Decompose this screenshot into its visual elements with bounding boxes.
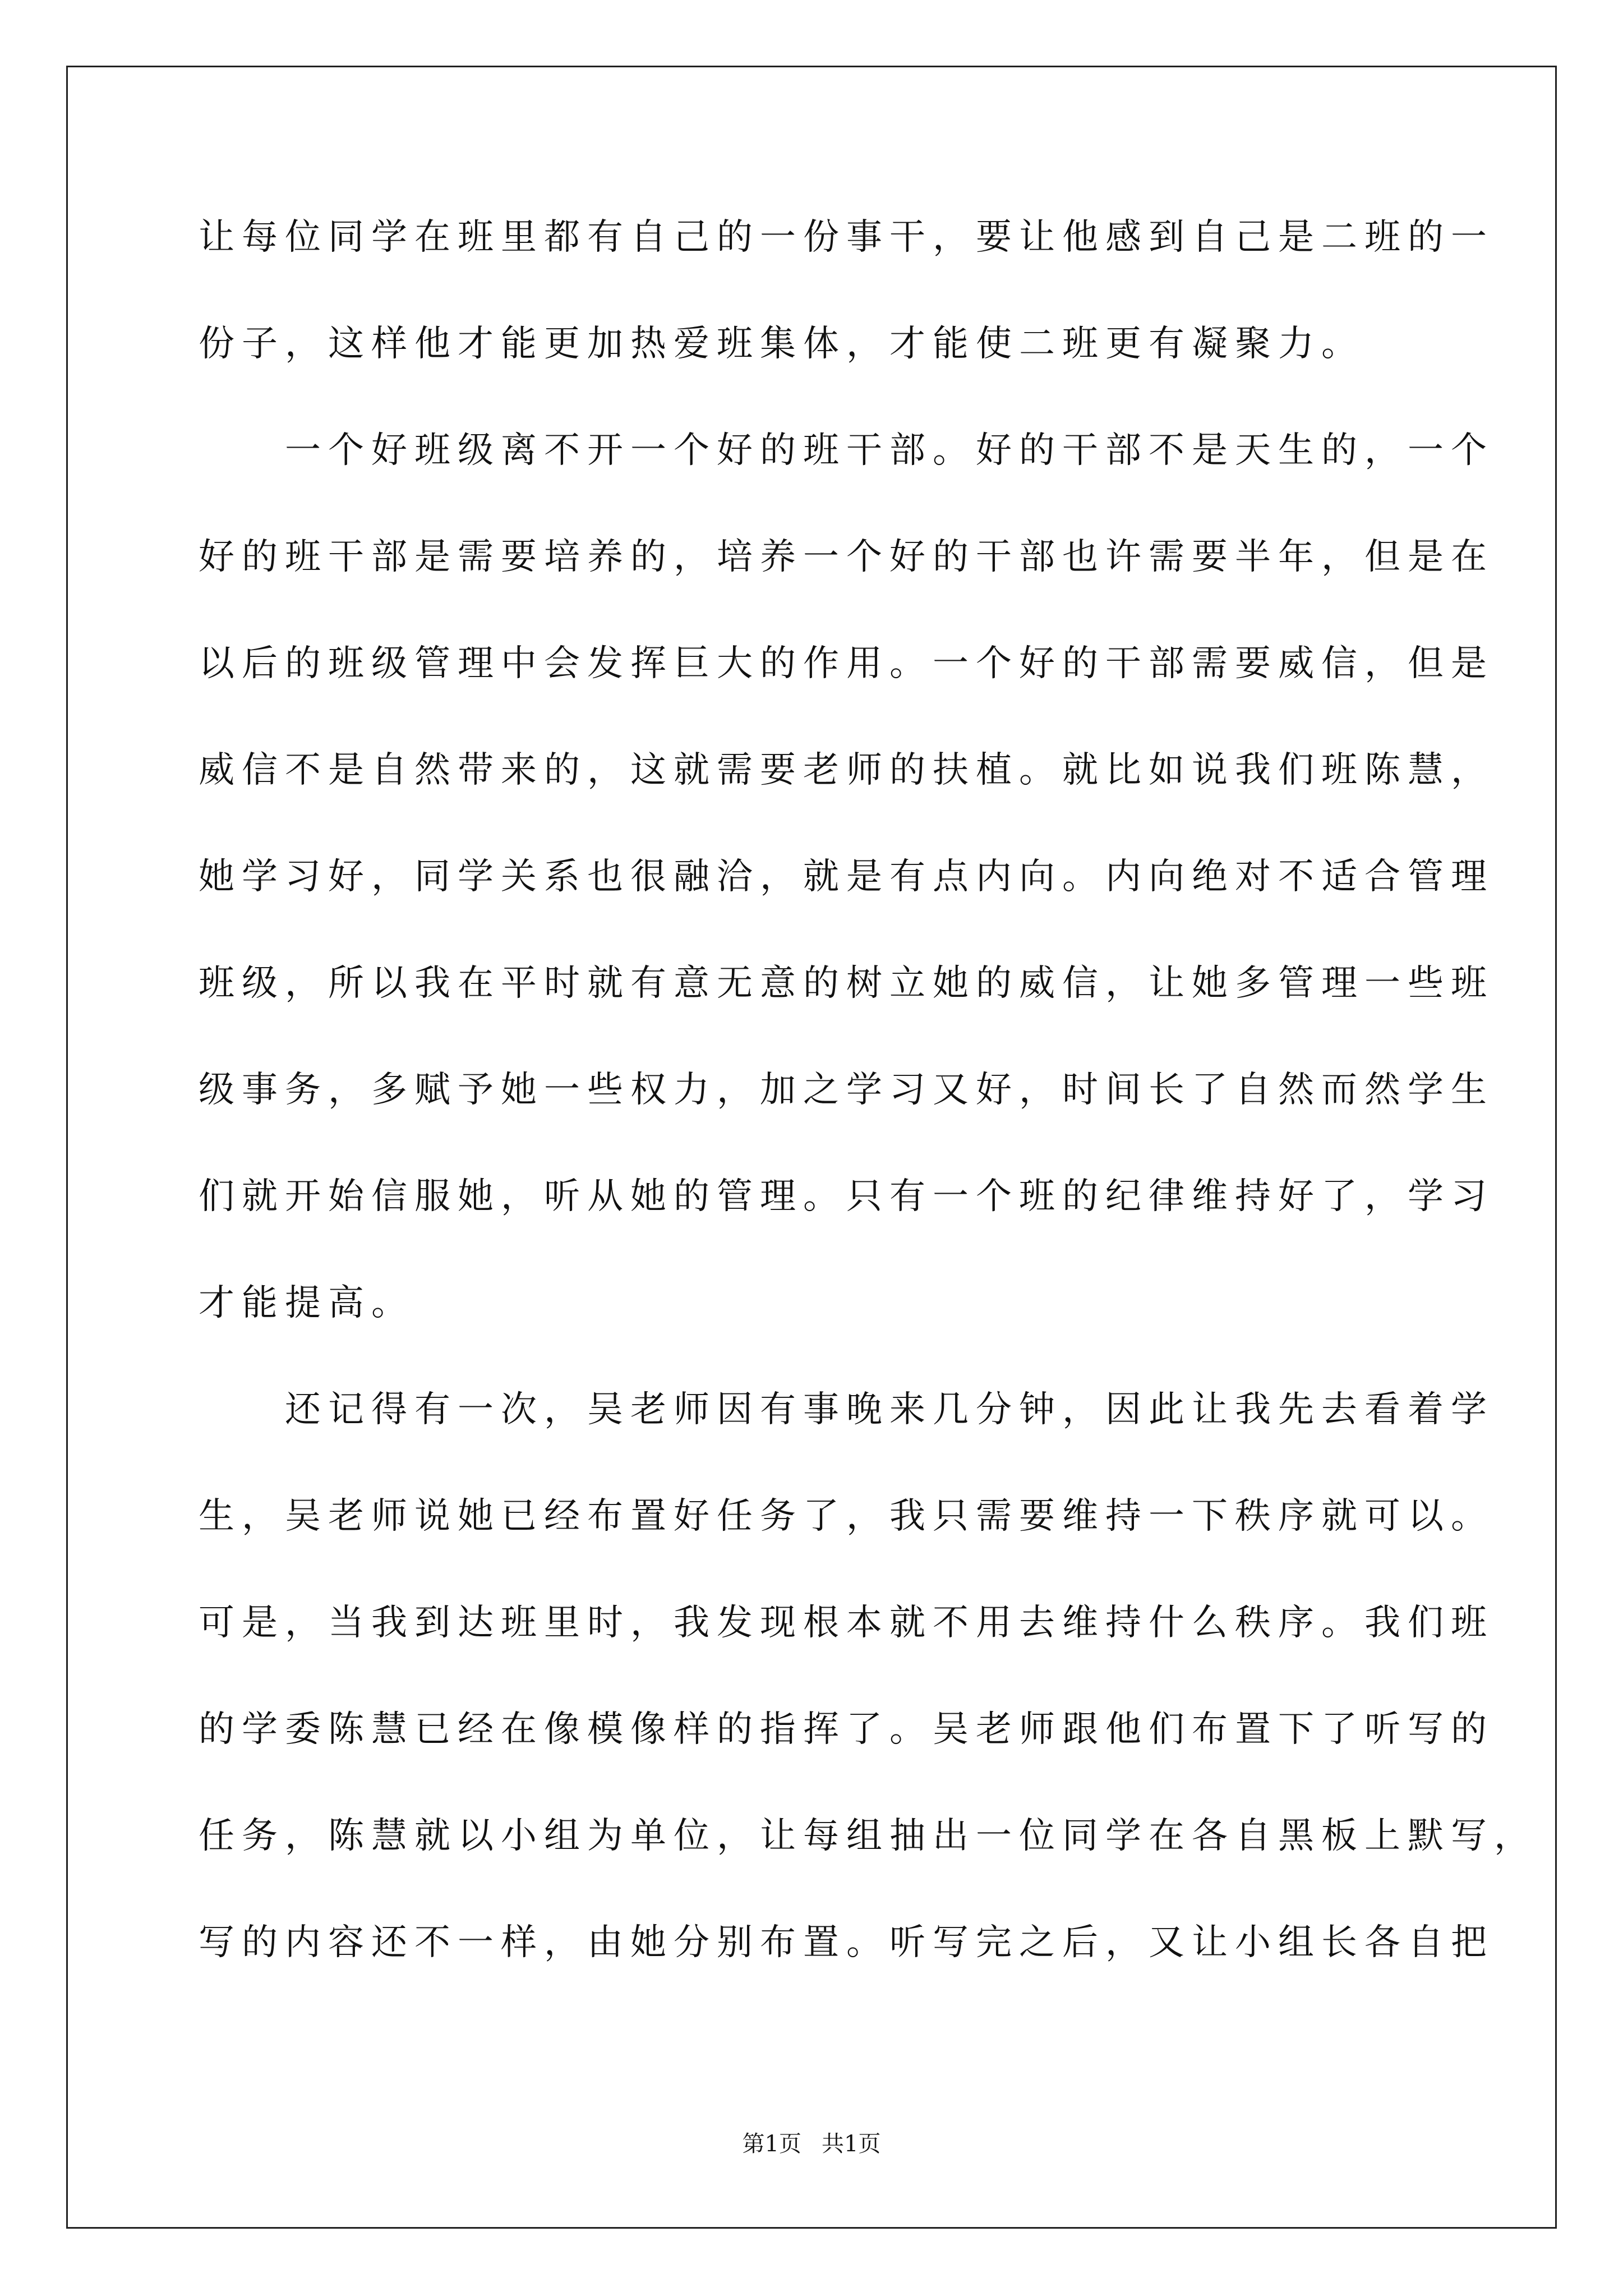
text-line: 一个好班级离不开一个好的班干部。好的干部不是天生的，一个 bbox=[199, 430, 1494, 471]
text-line: 以后的班级管理中会发挥巨大的作用。一个好的干部需要威信，但是 bbox=[199, 643, 1494, 684]
text-line: 让每位同学在班里都有自己的一份事干，要让他感到自己是二班的一 bbox=[199, 217, 1494, 258]
page-footer bbox=[0, 2126, 1623, 2158]
text-line: 班级，所以我在平时就有意无意的树立她的威信，让她多管理一些班 bbox=[199, 963, 1494, 1004]
text-line: 任务，陈慧就以小组为单位，让每组抽出一位同学在各自黑板上默写， bbox=[199, 1815, 1537, 1857]
text-line: 她学习好，同学关系也很融洽，就是有点内向。内向绝对不适合管理 bbox=[199, 856, 1494, 898]
text-line: 还记得有一次，吴老师因有事晚来几分钟，因此让我先去看着学 bbox=[199, 1389, 1494, 1430]
document-body bbox=[199, 184, 1537, 1996]
text-line: 的学委陈慧已经在像模像样的指挥了。吴老师跟他们布置下了听写的 bbox=[199, 1709, 1494, 1750]
text-line: 好的班干部是需要培养的，培养一个好的干部也许需要半年，但是在 bbox=[199, 536, 1494, 578]
text-line: 生，吴老师说她已经布置好任务了，我只需要维持一下秩序就可以。 bbox=[199, 1496, 1494, 1537]
text-line: 可是，当我到达班里时，我发现根本就不用去维持什么秩序。我们班 bbox=[199, 1602, 1494, 1644]
text-line: 们就开始信服她，听从她的管理。只有一个班的纪律维持好了，学习 bbox=[199, 1176, 1494, 1217]
page-number-total: 共1页 bbox=[822, 2131, 881, 2157]
text-line: 写的内容还不一样，由她分别布置。听写完之后，又让小组长各自把 bbox=[199, 1922, 1494, 1963]
page-number-current: 第1页 bbox=[742, 2131, 801, 2157]
text-line: 级事务，多赋予她一些权力，加之学习又好，时间长了自然而然学生 bbox=[199, 1069, 1494, 1111]
text-line: 威信不是自然带来的，这就需要老师的扶植。就比如说我们班陈慧， bbox=[199, 749, 1494, 791]
text-line: 份子，这样他才能更加热爱班集体，才能使二班更有凝聚力。 bbox=[199, 323, 1364, 365]
text-line: 才能提高。 bbox=[199, 1282, 414, 1324]
